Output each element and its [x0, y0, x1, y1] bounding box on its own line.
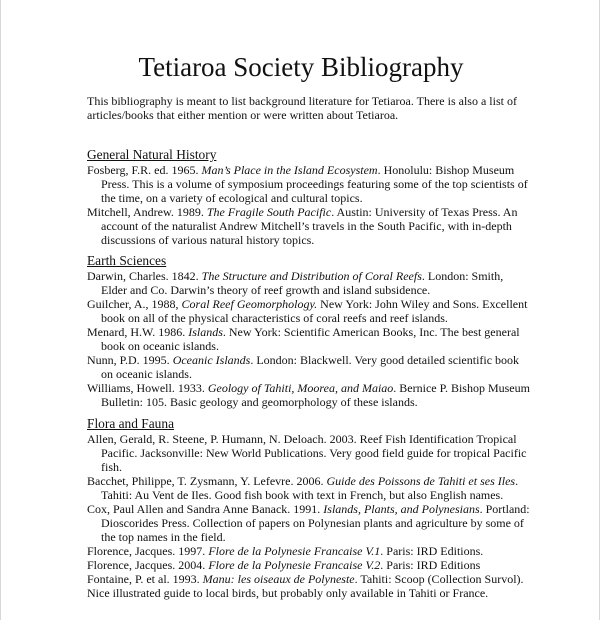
entry-title: The Structure and Distribution of Coral Reefs — [201, 269, 422, 283]
entry-text: Nunn, P.D. 1995. — [87, 353, 173, 367]
entry-text: Florence, Jacques. 2004. — [87, 558, 209, 572]
bibliography-entry — [87, 269, 532, 297]
section-general-natural-history — [87, 147, 532, 247]
bibliography-entry — [87, 502, 532, 544]
entry-text: Cox, Paul Allen and Sandra Anne Banack. 1991. — [87, 502, 324, 516]
entry-title: Islands, Plants, and Polynesians — [323, 502, 480, 516]
entry-text: . New York: Scientific American Books, Inc. The best general book on oceanic islands. — [101, 325, 520, 353]
entry-text: Williams, Howell. 1933. — [87, 381, 208, 395]
entry-text: Mitchell, Andrew. 1989. — [87, 205, 207, 219]
entry-text: . Honolulu: Bishop Museum Press. This is a volume of symposium proceedings featuring some of the top scientists of the time, on a variety of ecological and cultural topics. — [101, 163, 528, 205]
bibliography-entry — [87, 572, 532, 600]
entry-title: Geology of Tahiti, Moorea, and Maiao — [207, 381, 394, 395]
entry-text: . London: Smith, Elder and Co. Darwin’s theory of reef growth and island subsidence. — [101, 269, 504, 297]
entry-text: . Bernice P. Bishop Museum Bulletin: 105. Basic geology and geomorphology of these islands. — [101, 381, 530, 409]
entry-text: . Paris: IRD Editions. — [380, 544, 484, 558]
entry-title: Flore de la Polynesie Francaise V.1 — [208, 544, 381, 558]
entry-text: . Austin: University of Texas Press. An account of the naturalist Andrew Mitchell’s travels in the South Pacific, with in-depth discussions of various natural history topics. — [101, 205, 518, 247]
entry-text: Florence, Jacques. 1997. — [87, 544, 209, 558]
entry-text: . Tahiti: Scoop (Collection Survol). Nice illustrated guide to local birds, but probably only available in Tahiti or France. — [87, 572, 524, 600]
bibliography-entry — [87, 544, 532, 558]
section-heading: General Natural History — [87, 147, 217, 162]
entry-title: Guide des Poissons de Tahiti et ses Iles — [326, 474, 516, 488]
entry-title: Oceanic Islands — [172, 353, 251, 367]
bibliography-entry — [87, 205, 532, 247]
entry-text: Fontaine, P. et al. 1993. — [87, 572, 203, 586]
entry-text: Allen, Gerald, R. Steene, P. Humann, N. Deloach. 2003. Reef Fish Identification Tropical Pacific. Jacksonville: New World Publications. Very good field guide for tropical Pacific fish. — [87, 432, 527, 474]
entry-text: . London: Blackwell. Very good detailed scientific book on oceanic islands. — [101, 353, 520, 381]
section-heading: Flora and Fauna — [87, 416, 175, 431]
page-title: Tetiaroa Society Bibliography — [138, 52, 464, 82]
bibliography-entry — [87, 474, 532, 502]
entry-title: Man’s Place in the Island Ecosystem — [201, 163, 378, 177]
bibliography-entry — [87, 432, 532, 474]
bibliography-entry — [87, 558, 532, 572]
section-earth-sciences — [87, 253, 532, 409]
entry-title: Flore de la Polynesie Francaise V.2 — [208, 558, 381, 572]
bibliography-entry — [87, 381, 532, 409]
entry-text: . Paris: IRD Editions — [380, 558, 481, 572]
section-flora-and-fauna — [87, 416, 532, 600]
entry-text: . Tahiti: Au Vent de Iles. Good fish book with text in French, but also English names. — [101, 474, 519, 502]
entry-title: Islands — [188, 325, 223, 339]
entry-title: The Fragile South Pacific — [206, 205, 332, 219]
entry-text: Guilcher, A., 1988, — [87, 297, 182, 311]
entry-text: Fosberg, F.R. ed. 1965. — [87, 163, 202, 177]
bibliography-entry — [87, 353, 532, 381]
bibliography-entry — [87, 325, 532, 353]
intro-paragraph: This bibliography is meant to list background literature for Tetiaroa. There is also a list of articles/books that either mention or were written about Tetiaroa. — [87, 94, 517, 122]
bibliography-entry — [87, 163, 532, 205]
bibliography-entry — [87, 297, 532, 325]
entry-text: . Portland: Dioscorides Press. Collection of papers on Polynesian plants and agriculture by some of the top names in the field. — [101, 502, 530, 544]
section-heading: Earth Sciences — [87, 253, 167, 268]
entry-title: Coral Reef Geomorphology. — [181, 297, 318, 311]
entry-text: New York: John Wiley and Sons. Excellent book on all of the physical characteristics of coral reefs and reef islands. — [101, 297, 528, 325]
entry-text: Bacchet, Philippe, T. Zysmann, Y. Lefevre. 2006. — [87, 474, 327, 488]
entry-text: Menard, H.W. 1986. — [87, 325, 189, 339]
entry-text: Darwin, Charles. 1842. — [87, 269, 202, 283]
entry-title: Manu: les oiseaux de Polyneste — [202, 572, 355, 586]
